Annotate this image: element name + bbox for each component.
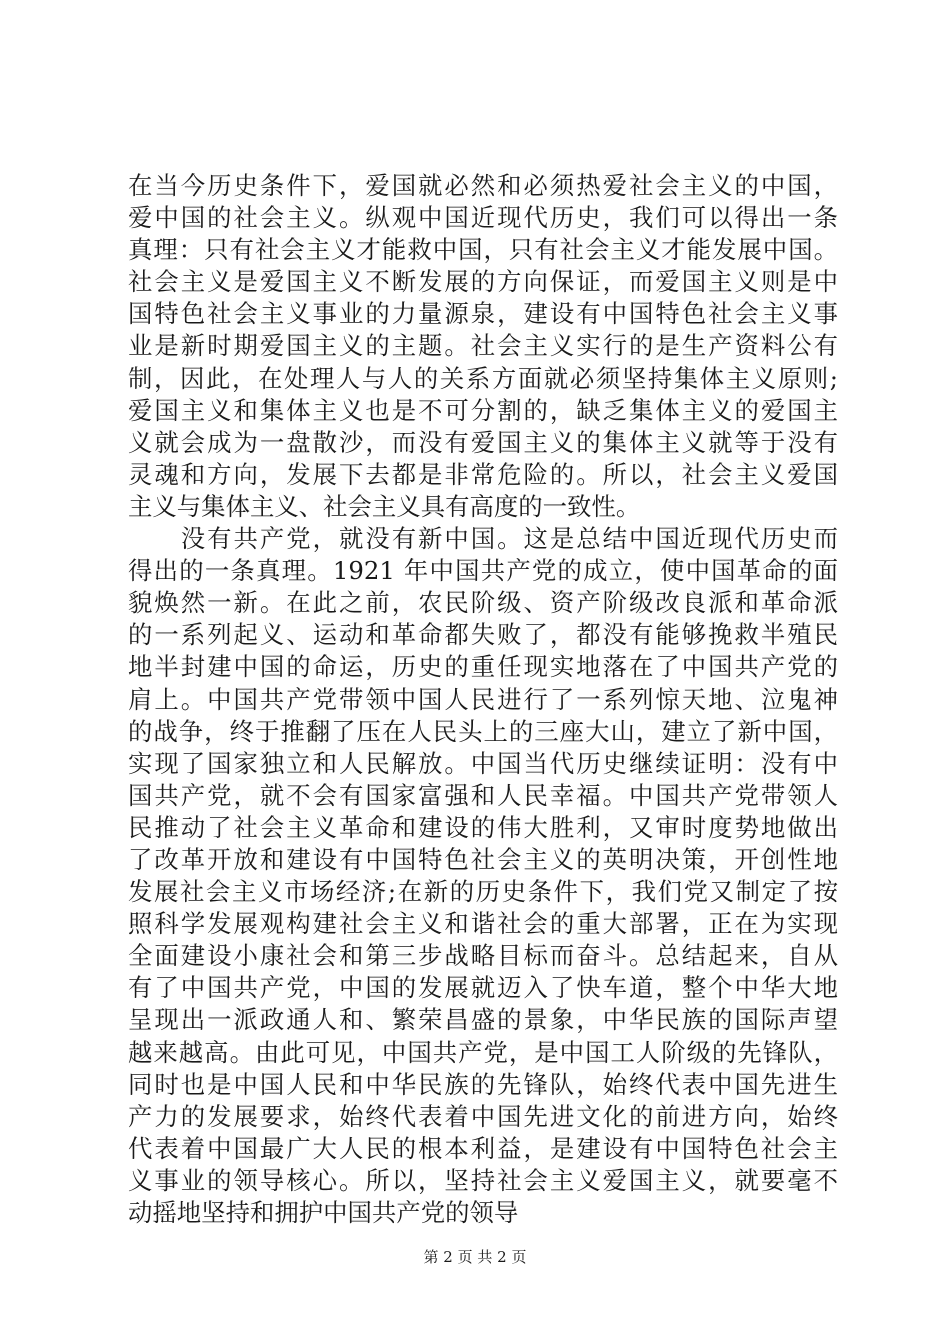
text-line: 制，因此，在处理人与人的关系方面就必须坚持集体主义原则; (128, 363, 838, 393)
text-line: 义就会成为一盘散沙，而没有爱国主义的集体主义就等于没有 (128, 427, 838, 457)
text-line: 灵魂和方向，发展下去都是非常危险的。所以，社会主义爱国 (128, 459, 838, 489)
page-footer: 第 2 页 共 2 页 (423, 1248, 527, 1266)
body-text (128, 170, 838, 1229)
text-line: 照科学发展观构建社会主义和谐社会的重大部署，正在为实现 (128, 909, 838, 939)
text-line: 社会主义是爱国主义不断发展的方向保证，而爱国主义则是中 (128, 267, 838, 297)
text-line: 产力的发展要求，始终代表着中国先进文化的前进方向，始终 (128, 1101, 838, 1131)
text-line: 貌焕然一新。在此之前，农民阶级、资产阶级改良派和革命派 (128, 588, 838, 618)
text-line: 地半封建中国的命运，历史的重任现实地落在了中国共产党的 (128, 652, 838, 682)
text-line-paragraph-end: 动摇地坚持和拥护中国共产党的领导 (128, 1198, 519, 1227)
text-line: 国共产党，就不会有国家富强和人民幸福。中国共产党带领人 (128, 780, 838, 810)
text-line: 全面建设小康社会和第三步战略目标而奋斗。总结起来，自从 (128, 941, 838, 971)
text-line: 民推动了社会主义革命和建设的伟大胜利，又审时度势地做出 (128, 812, 838, 842)
text-line: 呈现出一派政通人和、繁荣昌盛的景象，中华民族的国际声望 (128, 1005, 838, 1035)
text-line: 真理：只有社会主义才能救中国，只有社会主义才能发展中国。 (128, 235, 838, 265)
text-line: 了改革开放和建设有中国特色社会主义的英明决策，开创性地 (128, 844, 838, 874)
text-line: 国特色社会主义事业的力量源泉，建设有中国特色社会主义事 (128, 299, 838, 329)
text-line: 越来越高。由此可见，中国共产党，是中国工人阶级的先锋队， (128, 1037, 838, 1067)
text-line: 业是新时期爱国主义的主题。社会主义实行的是生产资料公有 (128, 331, 838, 361)
text-line: 爱中国的社会主义。纵观中国近现代历史，我们可以得出一条 (128, 203, 838, 233)
text-line: 同时也是中国人民和中华民族的先锋队，始终代表中国先进生 (128, 1069, 838, 1099)
text-line-paragraph-start: 没有共产党，就没有新中国。这是总结中国近现代历史而 (128, 524, 838, 554)
text-line-paragraph-end: 主义与集体主义、社会主义具有高度的一致性。 (128, 491, 641, 521)
text-line: 代表着中国最广大人民的根本利益，是建设有中国特色社会主 (128, 1133, 838, 1163)
text-line: 义事业的领导核心。所以，坚持社会主义爱国主义，就要毫不 (128, 1165, 838, 1195)
text-line: 得出的一条真理。1921 年中国共产党的成立，使中国革命的面 (128, 556, 838, 586)
text-line: 爱国主义和集体主义也是不可分割的，缺乏集体主义的爱国主 (128, 395, 838, 425)
text-line: 的一系列起义、运动和革命都失败了，都没有能够挽救半殖民 (128, 620, 838, 650)
text-line: 肩上。中国共产党带领中国人民进行了一系列惊天地、泣鬼神 (128, 684, 838, 714)
text-line: 的战争，终于推翻了压在人民头上的三座大山，建立了新中国， (128, 716, 838, 746)
text-line: 有了中国共产党，中国的发展就迈入了快车道，整个中华大地 (128, 973, 838, 1003)
text-line: 发展社会主义市场经济;在新的历史条件下，我们党又制定了按 (128, 877, 838, 907)
text-line: 在当今历史条件下，爱国就必然和必须热爱社会主义的中国， (128, 171, 838, 200)
text-line: 实现了国家独立和人民解放。中国当代历史继续证明：没有中 (128, 748, 838, 778)
